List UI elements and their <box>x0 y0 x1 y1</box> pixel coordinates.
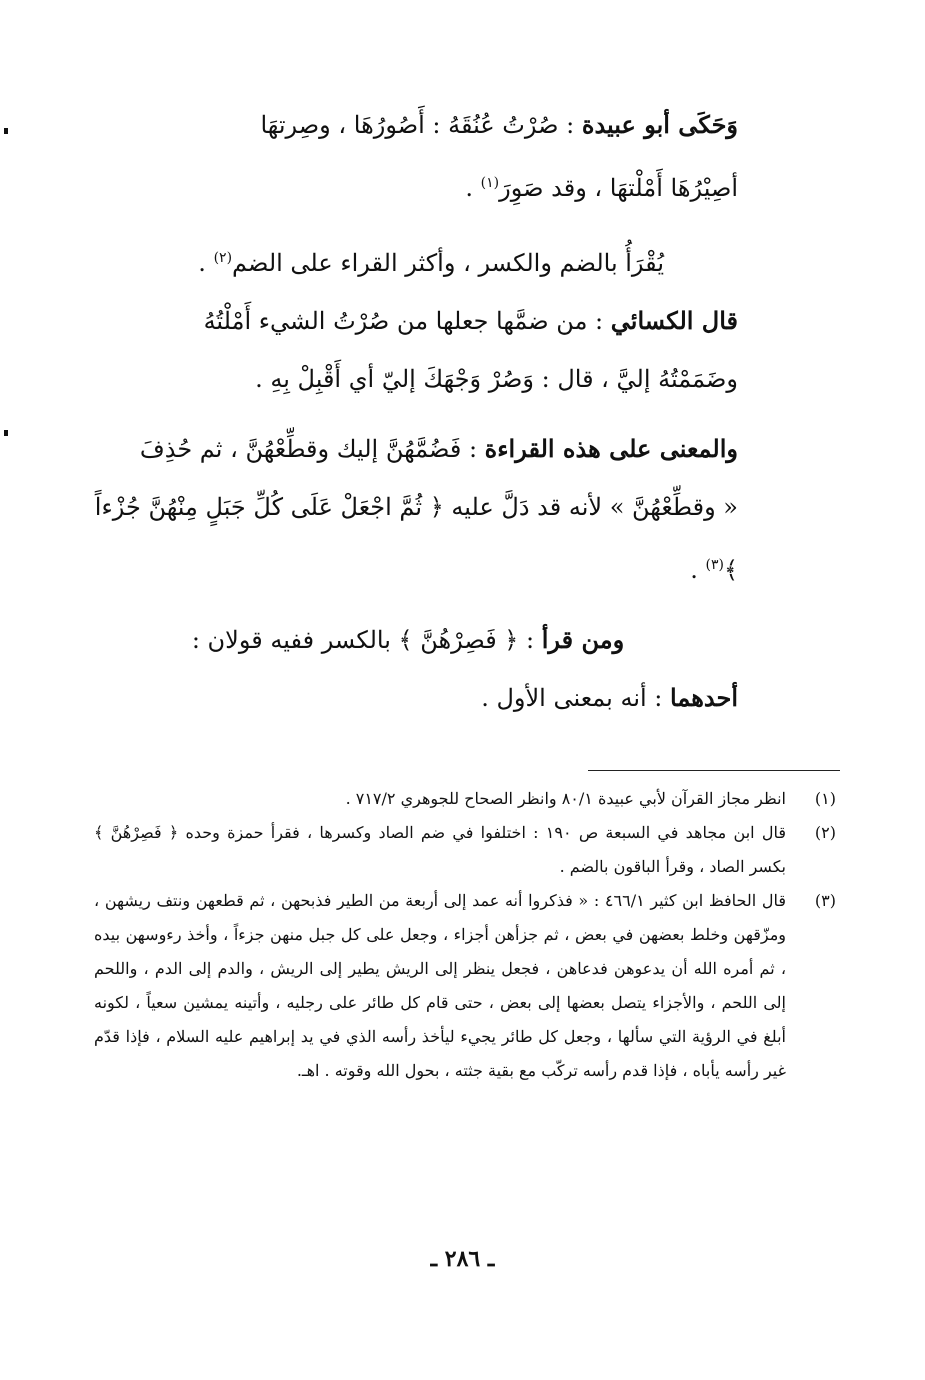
text-segment: : أنه بمعنى الأول . <box>481 684 663 712</box>
text-segment: وضَمَمْتُهُ إليَّ ، قال : وَصُرْ وَجْهَكَ إليّ أي أَقْبِلْ بِهِ . <box>255 365 738 393</box>
speaker-label: والمعنى على هذه القراءة <box>484 434 738 463</box>
speaker-label: أحدهما <box>670 683 738 712</box>
paragraph-line <box>78 478 738 599</box>
paragraph-reading <box>78 229 738 292</box>
footnote-number: (٣) <box>814 891 836 910</box>
footnote <box>94 816 836 884</box>
footnote <box>94 884 836 1088</box>
text-segment: : من ضمَّها جعلها من صُرْتُ الشيء أَمْلْتُهُ <box>203 307 604 335</box>
footnote-text: قال الحافظ ابن كثير ٤٦٦/١ : « فذكروا أنه عمد إلى أربعة من الطير فذبحهن ، ثم قطعهن ونتف ريشهن ، ومزّقهن وخلط بعضهن في بعض ، ثم جزأهن أجزاء ، وجعل على كل جبل منهن جزءاً ، وأخذ رءوسهن بيده ، ثم أمره الله أن يدعوهن فدعاهن ، فجعل ينظر إلى الريش يطير إلى الريش ، والدم إلى الدم ، واللحم إلى اللحم ، والأجزاء يتصل بعضها إلى بعض ، حتى قام كل طائر على رجليه ، وأتينه يمشين سعياً ، لكونه أبلغ في الرؤية التي سألها ، وجعل كل طائر يجيء ليأخذ رأسه الذي في يد إبراهيم عليه السلام ، فإذا قدّم غير رأسه يأباه ، فإذا قدم رأسه تركّب مع بقية جثته ، بحول الله وقوته . اهـ. <box>94 891 787 1080</box>
paragraph-kisai <box>78 292 738 350</box>
footnote-text: قال ابن مجاهد في السبعة ص ١٩٠ : اختلفوا في ضم الصاد وكسرها ، فقرأ حمزة وحده ﴿ فَصِرْهُنَّ ﴾ بكسر الصاد ، وقرأ الباقون بالضم . <box>94 823 786 876</box>
page-number: ـ ٢٨٦ ـ <box>430 1246 495 1272</box>
paragraph-abu-ubaida <box>78 96 738 154</box>
text-segment: « وقطِّعْهُنَّ » لأنه قد دَلَّ عليه ﴿ ثُمَّ اجْعَلْ عَلَى كُلِّ جَبَلٍ مِنْهُنَّ جُزْءاً ﴾ <box>94 493 738 584</box>
paragraph-line <box>78 154 738 217</box>
footnote-number: (١) <box>814 789 836 808</box>
speaker-label: وَحَكَى أبو عبيدة <box>581 110 738 139</box>
text-segment: : ﴿ فَصِرْهُنَّ ﴾ بالكسر ففيه قولان : <box>191 626 535 654</box>
footnote-ref[interactable]: (٣) <box>705 557 724 573</box>
scan-mark <box>4 128 8 134</box>
text-segment: . <box>465 174 474 202</box>
scan-mark <box>4 430 8 436</box>
footnote-ref[interactable]: (٢) <box>213 250 233 266</box>
paragraph-meaning <box>78 420 738 478</box>
text-segment: أصِيْرُهَا أَمْلْتهَا ، وقد صَوِرَ <box>499 174 738 202</box>
main-text <box>78 96 738 727</box>
footnotes <box>94 782 836 1088</box>
paragraph-first-opinion <box>78 669 738 727</box>
speaker-label: قال الكسائي <box>610 306 738 335</box>
footnote-divider <box>588 770 840 771</box>
text-segment: يُقْرَأُ بالضم والكسر ، وأكثر القراء على الضم <box>232 249 664 277</box>
text-segment: . <box>198 249 206 277</box>
text-segment: : فَضُمَّهُنَّ إليك وقطِّعْهُنَّ ، ثم حُذِفَ <box>139 435 478 463</box>
footnote-text: انظر مجاز القرآن لأبي عبيدة ٨٠/١ وانظر الصحاح للجوهري ٧١٧/٢ . <box>345 789 786 808</box>
paragraph-reading-kasr <box>78 611 738 669</box>
text-segment: . <box>690 556 698 584</box>
text-segment: : صُرْتُ عُنُقَهُ : أَصُورُهَا ، وصِرتهَا <box>260 111 575 139</box>
footnote <box>94 782 836 816</box>
footnote-ref[interactable]: (١) <box>480 175 500 191</box>
footnote-number: (٢) <box>814 823 836 842</box>
paragraph-line <box>78 350 738 408</box>
speaker-label: ومن قرأ <box>541 625 625 654</box>
